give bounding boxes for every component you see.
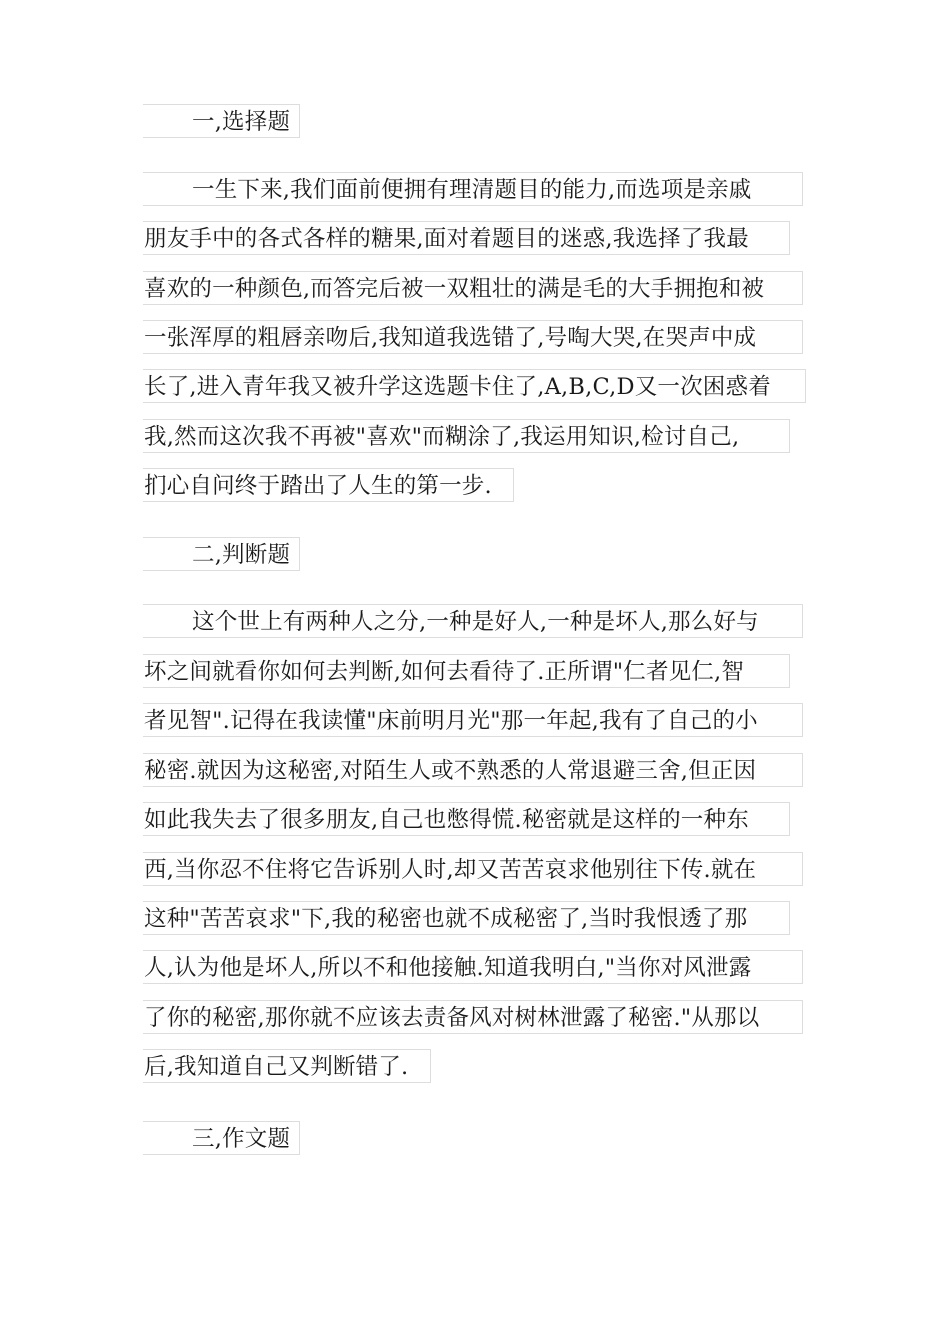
paragraph-line: 一张浑厚的粗唇亲吻后,我知道我选错了,号啕大哭,在哭声中成 — [143, 320, 803, 354]
paragraph-line: 这个世上有两种人之分,一种是好人,一种是坏人,那么好与 — [143, 604, 803, 638]
paragraph-line: 了你的秘密,那你就不应该去责备风对树林泄露了秘密."从那以 — [143, 1000, 803, 1034]
paragraph-line: 如此我失去了很多朋友,自己也憋得慌.秘密就是这样的一种东 — [143, 802, 790, 836]
paragraph-line: 喜欢的一种颜色,而答完后被一双粗壮的满是毛的大手拥抱和被 — [143, 271, 803, 305]
paragraph-line: 秘密.就因为这秘密,对陌生人或不熟悉的人常退避三舍,但正因 — [143, 753, 803, 787]
paragraph-line: 后,我知道自己又判断错了. — [143, 1049, 431, 1083]
paragraph-line: 者见智".记得在我读懂"床前明月光"那一年起,我有了自己的小 — [143, 703, 803, 737]
paragraph-line: 长了,进入青年我又被升学这选题卡住了,A,B,C,D又一次困惑着 — [143, 369, 806, 403]
paragraph-line: 我,然而这次我不再被"喜欢"而糊涂了,我运用知识,检讨自己, — [143, 419, 790, 453]
paragraph-line: 人,认为他是坏人,所以不和他接触.知道我明白,"当你对风泄露 — [143, 950, 803, 984]
section-heading-essay: 三,作文题 — [143, 1121, 300, 1155]
paragraph-line: 朋友手中的各式各样的糖果,面对着题目的迷惑,我选择了我最 — [143, 221, 790, 255]
paragraph-line: 西,当你忍不住将它告诉别人时,却又苦苦哀求他别往下传.就在 — [143, 852, 803, 886]
paragraph-line: 扪心自问终于踏出了人生的第一步. — [143, 468, 514, 502]
section-heading-judgment: 二,判断题 — [143, 537, 300, 571]
paragraph-line: 这种"苦苦哀求"下,我的秘密也就不成秘密了,当时我恨透了那 — [143, 901, 790, 935]
paragraph-line: 坏之间就看你如何去判断,如何去看待了.正所谓"仁者见仁,智 — [143, 654, 790, 688]
section-heading-choice: 一,选择题 — [143, 104, 300, 138]
paragraph-line: 一生下来,我们面前便拥有理清题目的能力,而选项是亲戚 — [143, 172, 803, 206]
